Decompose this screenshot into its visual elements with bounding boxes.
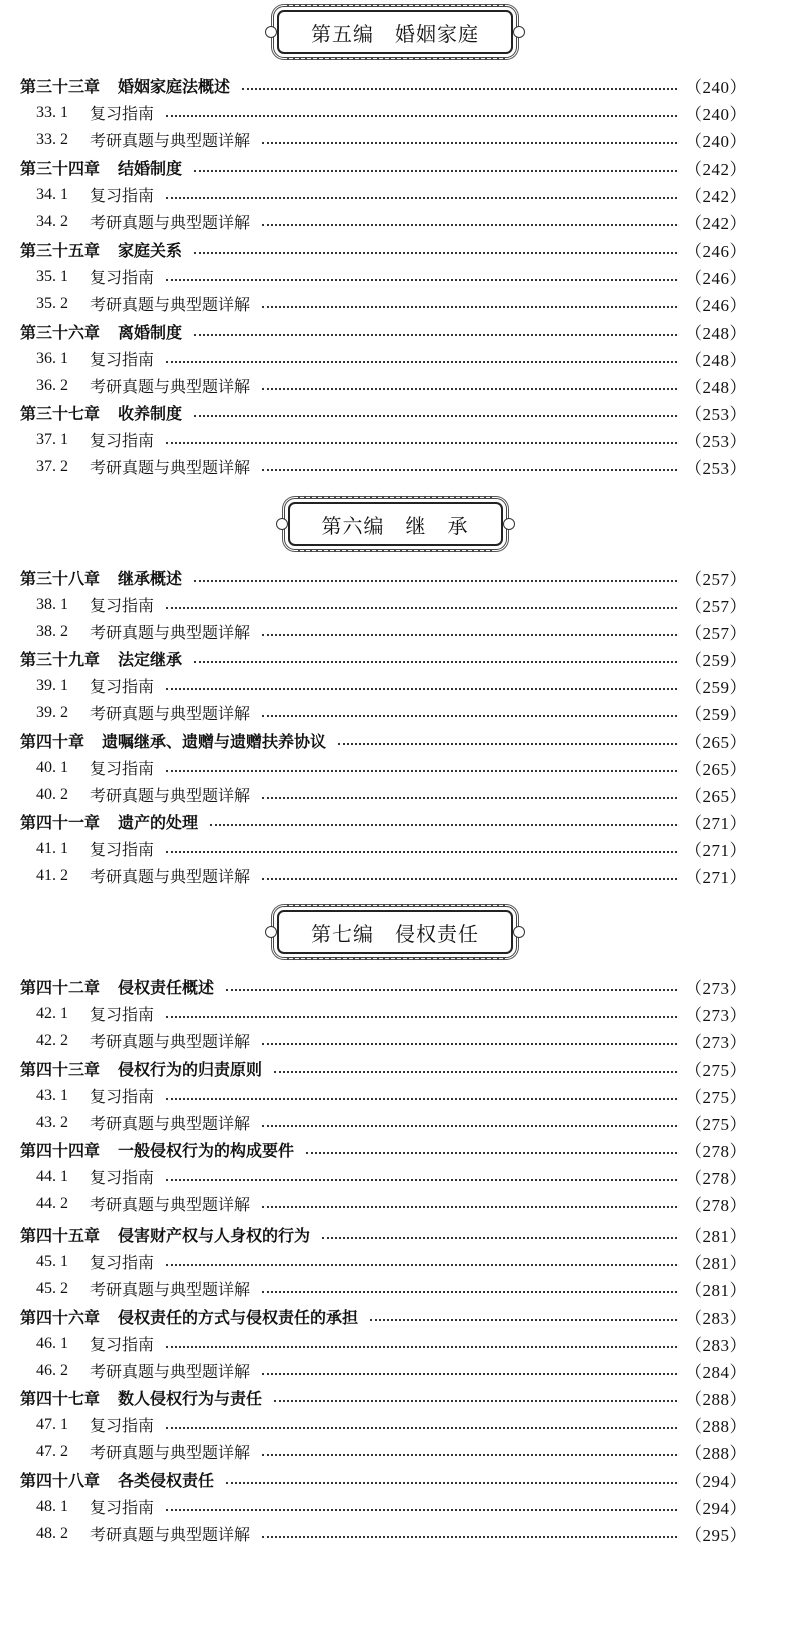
section-entry[interactable] <box>36 1411 747 1438</box>
section-title: 考研真题与典型题详解 <box>90 1280 251 1299</box>
ornament-border <box>285 57 505 61</box>
page-number: （259） <box>685 705 747 724</box>
dot-leader <box>166 1426 677 1429</box>
part-title: 第六编 继 承 <box>321 513 469 538</box>
chapter-entry[interactable] <box>20 808 747 835</box>
dot-leader <box>262 1453 677 1456</box>
chapter-title: 侵权行为的归责原则 <box>118 1060 263 1079</box>
section-entry[interactable] <box>36 453 747 480</box>
dot-leader <box>166 1508 677 1511</box>
page-number: （240） <box>685 78 747 97</box>
section-number: 48. 2 <box>36 1524 68 1542</box>
chapter-label: 第四十二章 <box>20 978 101 997</box>
page-number: （278） <box>685 1196 747 1215</box>
page-number: （257） <box>685 597 747 616</box>
section-title: 复习指南 <box>90 840 155 859</box>
chapter-entry[interactable] <box>20 1136 747 1163</box>
section-number: 39. 2 <box>36 703 68 721</box>
section-title: 考研真题与典型题详解 <box>90 458 251 477</box>
chapter-entry[interactable] <box>20 973 747 1000</box>
ornament-border <box>285 3 505 7</box>
chapter-title: 继承概述 <box>118 569 183 588</box>
dot-leader <box>210 823 677 826</box>
page-number: （246） <box>685 269 747 288</box>
dot-leader <box>226 988 677 991</box>
section-number: 48. 1 <box>36 1497 68 1515</box>
section-title: 考研真题与典型题详解 <box>90 295 251 314</box>
section-entry[interactable] <box>36 1493 747 1520</box>
section-title: 复习指南 <box>90 1005 155 1024</box>
dot-leader <box>262 1535 677 1538</box>
section-entry[interactable] <box>36 1000 747 1027</box>
dot-leader <box>262 714 677 717</box>
section-number: 43. 1 <box>36 1086 68 1104</box>
part-title: 第七编 侵权责任 <box>311 921 479 946</box>
chapter-title: 结婚制度 <box>118 159 183 178</box>
section-title: 考研真题与典型题详解 <box>90 213 251 232</box>
chapter-entry[interactable] <box>20 72 747 99</box>
section-title: 复习指南 <box>90 268 155 287</box>
dot-leader <box>274 1399 677 1402</box>
section-title: 复习指南 <box>90 677 155 696</box>
section-title: 复习指南 <box>90 1498 155 1517</box>
chapter-label: 第三十七章 <box>20 404 101 423</box>
section-title: 复习指南 <box>90 1087 155 1106</box>
page-number: （294） <box>685 1472 747 1491</box>
section-entry[interactable] <box>36 208 747 235</box>
dot-leader <box>262 1042 677 1045</box>
section-entry[interactable] <box>36 1520 747 1547</box>
section-title: 考研真题与典型题详解 <box>90 867 251 886</box>
section-title: 复习指南 <box>90 104 155 123</box>
chapter-label: 第四十一章 <box>20 813 101 832</box>
page-number: （265） <box>685 787 747 806</box>
chapter-entry[interactable] <box>20 645 747 672</box>
dot-leader <box>242 87 677 90</box>
dot-leader <box>194 579 677 582</box>
part-title-frame <box>277 10 513 54</box>
page-number: （278） <box>685 1142 747 1161</box>
page-number: （253） <box>685 405 747 424</box>
section-number: 42. 2 <box>36 1031 68 1049</box>
dot-leader <box>262 796 677 799</box>
dot-leader <box>262 877 677 880</box>
page-number: （259） <box>685 651 747 670</box>
dot-leader <box>166 606 677 609</box>
chapter-label: 第四十章 <box>20 732 85 751</box>
page-number: （283） <box>685 1336 747 1355</box>
page-number: （248） <box>685 324 747 343</box>
page-number: （278） <box>685 1169 747 1188</box>
section-title: 考研真题与典型题详解 <box>90 1443 251 1462</box>
page-number: （253） <box>685 459 747 478</box>
chapter-title: 各类侵权责任 <box>118 1471 215 1490</box>
page-number: （248） <box>685 351 747 370</box>
page-number: （273） <box>685 1033 747 1052</box>
section-title: 考研真题与典型题详解 <box>90 1525 251 1544</box>
section-title: 考研真题与典型题详解 <box>90 1362 251 1381</box>
page-number: （242） <box>685 160 747 179</box>
page-number: （240） <box>685 132 747 151</box>
section-number: 38. 2 <box>36 622 68 640</box>
chapter-label: 第四十七章 <box>20 1389 101 1408</box>
section-number: 39. 1 <box>36 676 68 694</box>
chapter-label: 第四十八章 <box>20 1471 101 1490</box>
chapter-title: 侵害财产权与人身权的行为 <box>118 1226 311 1245</box>
section-entry[interactable] <box>36 1190 747 1217</box>
chapter-title: 离婚制度 <box>118 323 183 342</box>
section-number: 46. 1 <box>36 1334 68 1352</box>
section-title: 复习指南 <box>90 350 155 369</box>
ornament-border <box>296 495 495 499</box>
page-number: （265） <box>685 733 747 752</box>
page-number: （288） <box>685 1390 747 1409</box>
part-title: 第五编 婚姻家庭 <box>311 21 479 46</box>
chapter-title: 法定继承 <box>118 650 183 669</box>
section-entry[interactable] <box>36 1248 747 1275</box>
chapter-label: 第三十三章 <box>20 77 101 96</box>
dot-leader <box>166 441 677 444</box>
section-number: 40. 1 <box>36 758 68 776</box>
page-number: （257） <box>685 570 747 589</box>
section-number: 33. 1 <box>36 103 68 121</box>
section-title: 考研真题与典型题详解 <box>90 623 251 642</box>
page-number: （257） <box>685 624 747 643</box>
chapter-title: 侵权责任概述 <box>118 978 215 997</box>
part-title-frame <box>277 910 513 954</box>
section-title: 复习指南 <box>90 1168 155 1187</box>
section-entry[interactable] <box>36 862 747 889</box>
chapter-entry[interactable] <box>20 1221 747 1248</box>
page-number: （259） <box>685 678 747 697</box>
section-title: 考研真题与典型题详解 <box>90 1195 251 1214</box>
page-number: （281） <box>685 1254 747 1273</box>
page-number: （246） <box>685 242 747 261</box>
chapter-title: 遗产的处理 <box>118 813 199 832</box>
dot-leader <box>322 1236 677 1239</box>
section-entry[interactable] <box>36 1082 747 1109</box>
chapter-entry[interactable] <box>20 1303 747 1330</box>
chapter-label: 第四十四章 <box>20 1141 101 1160</box>
chapter-entry[interactable] <box>20 564 747 591</box>
section-title: 复习指南 <box>90 759 155 778</box>
part-title-frame <box>288 502 503 546</box>
section-entry[interactable] <box>36 99 747 126</box>
ornament-border <box>285 903 505 907</box>
page-number: （248） <box>685 378 747 397</box>
section-entry[interactable] <box>36 290 747 317</box>
section-number: 38. 1 <box>36 595 68 613</box>
section-entry[interactable] <box>36 1027 747 1054</box>
page-number: （253） <box>685 432 747 451</box>
dot-leader <box>274 1070 677 1073</box>
page-number: （271） <box>685 841 747 860</box>
chapter-title: 一般侵权行为的构成要件 <box>118 1141 295 1160</box>
section-number: 34. 1 <box>36 185 68 203</box>
page-number: （275） <box>685 1115 747 1134</box>
section-title: 复习指南 <box>90 596 155 615</box>
section-entry[interactable] <box>36 1330 747 1357</box>
dot-leader <box>166 278 677 281</box>
section-entry[interactable] <box>36 126 747 153</box>
section-entry[interactable] <box>36 372 747 399</box>
chapter-label: 第三十五章 <box>20 241 101 260</box>
section-title: 考研真题与典型题详解 <box>90 1114 251 1133</box>
dot-leader <box>166 850 677 853</box>
section-entry[interactable] <box>36 1438 747 1465</box>
section-entry[interactable] <box>36 345 747 372</box>
chapter-title: 收养制度 <box>118 404 183 423</box>
dot-leader <box>306 1151 677 1154</box>
chapter-title: 侵权责任的方式与侵权责任的承担 <box>118 1308 359 1327</box>
section-entry[interactable] <box>36 699 747 726</box>
section-number: 43. 2 <box>36 1113 68 1131</box>
chapter-label: 第三十八章 <box>20 569 101 588</box>
dot-leader <box>194 169 677 172</box>
chapter-label: 第四十六章 <box>20 1308 101 1327</box>
section-title: 复习指南 <box>90 186 155 205</box>
section-entry[interactable] <box>36 618 747 645</box>
chapter-entry[interactable] <box>20 1384 747 1411</box>
chapter-label: 第四十五章 <box>20 1226 101 1245</box>
section-entry[interactable] <box>36 181 747 208</box>
section-title: 考研真题与典型题详解 <box>90 704 251 723</box>
dot-leader <box>166 1345 677 1348</box>
dot-leader <box>194 660 677 663</box>
dot-leader <box>338 742 677 745</box>
page-number: （284） <box>685 1363 747 1382</box>
section-entry[interactable] <box>36 591 747 618</box>
section-number: 37. 1 <box>36 430 68 448</box>
ornament-border <box>296 549 495 553</box>
dot-leader <box>166 1097 677 1100</box>
page-number: （265） <box>685 760 747 779</box>
section-entry[interactable] <box>36 835 747 862</box>
chapter-entry[interactable] <box>20 318 747 345</box>
dot-leader <box>262 1205 677 1208</box>
chapter-entry[interactable] <box>20 399 747 426</box>
page-number: （275） <box>685 1088 747 1107</box>
section-number: 33. 2 <box>36 130 68 148</box>
dot-leader <box>262 1124 677 1127</box>
page-number: （242） <box>685 214 747 233</box>
page-number: （288） <box>685 1444 747 1463</box>
part-banner <box>0 10 790 54</box>
part-banner <box>0 910 790 954</box>
ornament-border <box>285 957 505 961</box>
page-number: （271） <box>685 814 747 833</box>
page-number: （281） <box>685 1281 747 1300</box>
section-number: 35. 1 <box>36 267 68 285</box>
dot-leader <box>166 196 677 199</box>
chapter-entry[interactable] <box>20 1055 747 1082</box>
section-number: 34. 2 <box>36 212 68 230</box>
part-banner <box>0 502 790 546</box>
chapter-label: 第四十三章 <box>20 1060 101 1079</box>
dot-leader <box>194 414 677 417</box>
section-title: 考研真题与典型题详解 <box>90 377 251 396</box>
section-title: 复习指南 <box>90 431 155 450</box>
dot-leader <box>262 387 677 390</box>
dot-leader <box>166 1178 677 1181</box>
chapter-title: 遗嘱继承、遗赠与遗赠扶养协议 <box>102 732 327 751</box>
page-number: （295） <box>685 1526 747 1545</box>
section-number: 44. 1 <box>36 1167 68 1185</box>
section-number: 40. 2 <box>36 785 68 803</box>
section-entry[interactable] <box>36 1275 747 1302</box>
section-entry[interactable] <box>36 672 747 699</box>
chapter-title: 数人侵权行为与责任 <box>118 1389 263 1408</box>
section-entry[interactable] <box>36 1109 747 1136</box>
section-number: 45. 2 <box>36 1279 68 1297</box>
section-entry[interactable] <box>36 1357 747 1384</box>
dot-leader <box>194 251 677 254</box>
chapter-label: 第三十九章 <box>20 650 101 669</box>
dot-leader <box>226 1481 677 1484</box>
section-title: 考研真题与典型题详解 <box>90 131 251 150</box>
page-number: （275） <box>685 1061 747 1080</box>
page-number: （273） <box>685 979 747 998</box>
dot-leader <box>262 1372 677 1375</box>
section-number: 42. 1 <box>36 1004 68 1022</box>
page-number: （283） <box>685 1309 747 1328</box>
page-number: （242） <box>685 187 747 206</box>
dot-leader <box>262 141 677 144</box>
section-number: 35. 2 <box>36 294 68 312</box>
page-number: （240） <box>685 105 747 124</box>
section-title: 复习指南 <box>90 1253 155 1272</box>
section-title: 考研真题与典型题详解 <box>90 786 251 805</box>
dot-leader <box>262 468 677 471</box>
section-number: 36. 1 <box>36 349 68 367</box>
dot-leader <box>262 223 677 226</box>
page-number: （294） <box>685 1499 747 1518</box>
section-number: 41. 2 <box>36 866 68 884</box>
dot-leader <box>262 633 677 636</box>
chapter-entry[interactable] <box>20 1466 747 1493</box>
section-entry[interactable] <box>36 426 747 453</box>
section-number: 36. 2 <box>36 376 68 394</box>
dot-leader <box>370 1318 677 1321</box>
chapter-entry[interactable] <box>20 727 747 754</box>
section-title: 考研真题与典型题详解 <box>90 1032 251 1051</box>
section-number: 47. 1 <box>36 1415 68 1433</box>
page-number: （246） <box>685 296 747 315</box>
section-entry[interactable] <box>36 263 747 290</box>
section-title: 复习指南 <box>90 1335 155 1354</box>
section-entry[interactable] <box>36 1163 747 1190</box>
section-number: 44. 2 <box>36 1194 68 1212</box>
dot-leader <box>166 1263 677 1266</box>
dot-leader <box>166 1015 677 1018</box>
dot-leader <box>166 114 677 117</box>
dot-leader <box>166 360 677 363</box>
section-entry[interactable] <box>36 754 747 781</box>
dot-leader <box>166 687 677 690</box>
chapter-entry[interactable] <box>20 236 747 263</box>
section-number: 45. 1 <box>36 1252 68 1270</box>
section-number: 37. 2 <box>36 457 68 475</box>
chapter-title: 婚姻家庭法概述 <box>118 77 231 96</box>
page-number: （271） <box>685 868 747 887</box>
dot-leader <box>262 1290 677 1293</box>
section-title: 复习指南 <box>90 1416 155 1435</box>
page-number: （281） <box>685 1227 747 1246</box>
section-entry[interactable] <box>36 781 747 808</box>
chapter-label: 第三十六章 <box>20 323 101 342</box>
section-number: 46. 2 <box>36 1361 68 1379</box>
section-number: 47. 2 <box>36 1442 68 1460</box>
chapter-title: 家庭关系 <box>118 241 183 260</box>
page-number: （273） <box>685 1006 747 1025</box>
page-number: （288） <box>685 1417 747 1436</box>
dot-leader <box>194 333 677 336</box>
chapter-entry[interactable] <box>20 154 747 181</box>
chapter-label: 第三十四章 <box>20 159 101 178</box>
dot-leader <box>166 769 677 772</box>
section-number: 41. 1 <box>36 839 68 857</box>
dot-leader <box>262 305 677 308</box>
